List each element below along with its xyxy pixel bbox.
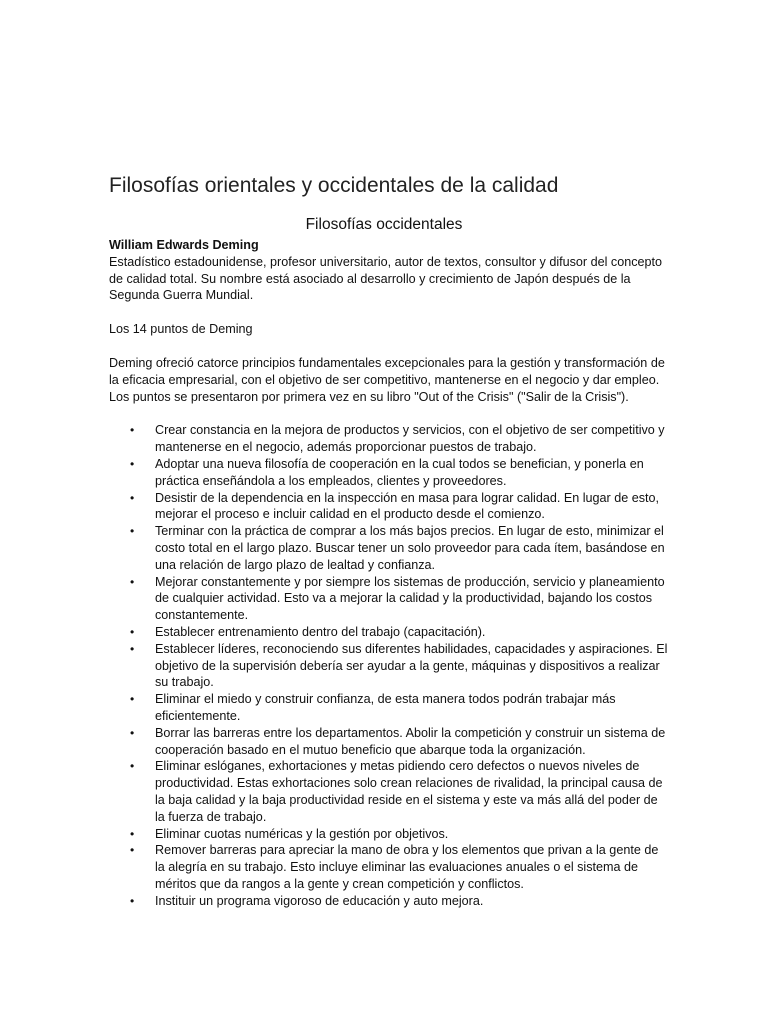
list-item-text: Establecer líderes, reconociendo sus diferentes habilidades, capacidades y aspiraciones. El objetivo de la supervisión debería ser ayudar a la gente, máquinas y dispositivos a realizar su trabajo.: [155, 641, 668, 690]
list-item: [109, 624, 669, 641]
list-item: [109, 758, 669, 825]
deming-points-list: [109, 422, 669, 909]
document-body: [109, 237, 669, 909]
list-item-text: Crear constancia en la mejora de productos y servicios, con el objetivo de ser competitivo y mantenerse en el negocio, además proporcionar puestos de trabajo.: [155, 423, 665, 455]
bullet-icon: •: [130, 524, 135, 539]
document-title: Filosofías orientales y occidentales de la calidad: [109, 174, 559, 197]
author-bio: Estadístico estadounidense, profesor universitario, autor de textos, consultor y difusor del concepto de calidad total. Su nombre está asociado al desarrollo y crecimiento de Japón después de la Segunda Guerra Mundial.: [109, 254, 663, 303]
bullet-icon: •: [130, 641, 135, 656]
list-item-text: Mejorar constantemente y por siempre los sistemas de producción, servicio y planeamiento de cualquier actividad. Esto va a mejorar la calidad y la productividad, bajando los costos constantemente.: [155, 574, 665, 623]
bullet-icon: •: [130, 574, 135, 589]
bullet-icon: •: [130, 843, 135, 858]
list-item-text: Eliminar el miedo y construir confianza, de esta manera todos podrán trabajar más eficientemente.: [155, 692, 616, 723]
list-item: [109, 574, 669, 624]
list-item: [109, 641, 669, 691]
list-item: [109, 725, 669, 759]
list-item-text: Terminar con la práctica de comprar a los más bajos precios. En lugar de esto, minimizar el costo total en el largo plazo. Buscar tener un solo proveedor para cada ítem, basándose en una relación de largo plazo de lealtad y confianza.: [155, 524, 665, 572]
section-title: Filosofías occidentales: [305, 216, 463, 233]
list-item: [109, 826, 669, 843]
list-item-text: Eliminar eslóganes, exhortaciones y metas pidiendo cero defectos o nuevos niveles de productividad. Estas exhortaciones solo crean relaciones de rivalidad, la principal causa de la baja calidad y la baja productividad reside en el sistema y este va más allá del poder de la fuerza de trabajo.: [155, 759, 663, 824]
list-item-text: Remover barreras para apreciar la mano de obra y los elementos que privan a la gente de la alegría en su trabajo. Esto incluye eliminar las evaluaciones anuales o el sistema de méritos que da rangos a la gente y crean competición y conflictos.: [155, 843, 659, 891]
intro-paragraph: Deming ofreció catorce principios fundamentales excepcionales para la gestión y transformación de la eficacia empresarial, con el objetivo de ser competitivo, mantenerse en el negocio y dar empleo. Los puntos se presentaron por primera vez en su libro "Out of the Crisis" ("Salir de la Crisis").: [109, 355, 665, 404]
bullet-icon: •: [130, 725, 135, 740]
points-heading: Los 14 puntos de Deming: [109, 322, 253, 337]
list-item: [109, 490, 669, 524]
list-item-text: Desistir de la dependencia en la inspección en masa para lograr calidad. En lugar de esto, mejorar el proceso e incluir calidad en el producto desde el comienzo.: [155, 490, 660, 522]
list-item: [109, 523, 669, 573]
list-item: [109, 422, 669, 456]
list-item-text: Establecer entrenamiento dentro del trabajo (capacitación).: [155, 624, 486, 639]
bullet-icon: •: [130, 893, 135, 908]
bullet-icon: •: [130, 456, 135, 471]
list-item-text: Instituir un programa vigoroso de educación y auto mejora.: [155, 893, 484, 908]
list-item-text: Eliminar cuotas numéricas y la gestión por objetivos.: [155, 826, 449, 841]
bullet-icon: •: [130, 759, 135, 774]
author-name: William Edwards Deming: [109, 238, 259, 252]
bullet-icon: •: [130, 624, 135, 639]
bullet-icon: •: [130, 692, 135, 707]
list-item: [109, 893, 669, 910]
list-item-text: Adoptar una nueva filosofía de cooperación en la cual todos se benefician, y ponerla en práctica enseñándola a los empleados, clientes y proveedores.: [155, 456, 644, 488]
bullet-icon: •: [130, 423, 135, 438]
list-item: [109, 456, 669, 490]
bullet-icon: •: [130, 826, 135, 841]
list-item: [109, 691, 669, 725]
bullet-icon: •: [130, 490, 135, 505]
list-item: [109, 842, 669, 892]
list-item-text: Borrar las barreras entre los departamentos. Abolir la competición y construir un sistema de cooperación basado en el mutuo beneficio que abarque toda la organización.: [155, 725, 666, 757]
